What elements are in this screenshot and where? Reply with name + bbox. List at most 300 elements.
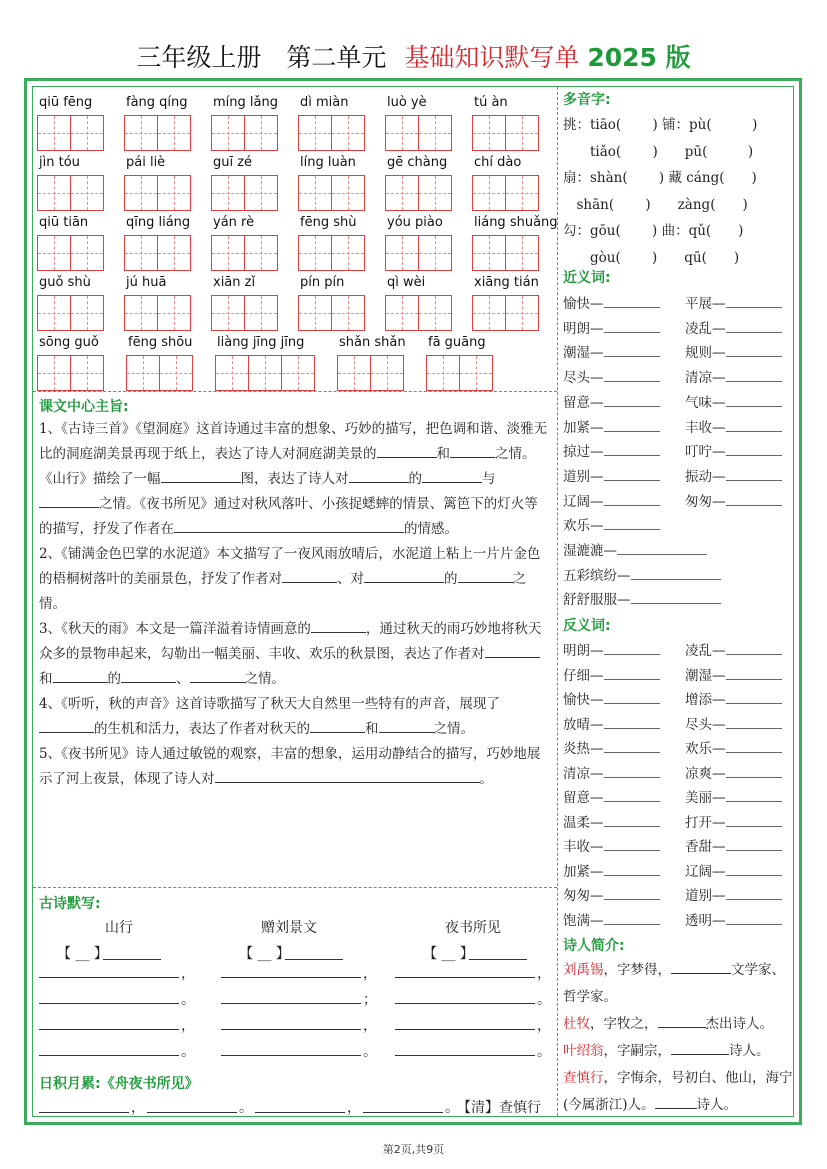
antonym-item [563, 737, 660, 757]
pinyin-label: fēng shù [300, 215, 357, 230]
word-label: 炎热— [563, 741, 604, 757]
polyphone-line: shān( ) zàng( ) [563, 196, 748, 213]
pinyin-label: liáng shuǎng [474, 215, 558, 230]
pinyin-label: dì miàn [300, 95, 349, 110]
tianzige-cell[interactable] [385, 295, 419, 331]
poet-name-dumu: 杜牧 [563, 1016, 590, 1032]
center-p1h: 的情感。 [404, 521, 458, 537]
answer-blank[interactable] [365, 769, 480, 783]
answer-line[interactable] [726, 741, 782, 753]
word-label: 欢乐— [563, 518, 604, 535]
center-p1g: 之情。《夜书所见》通过对秋风落叶、小孩捉蟋蟀的情景、篱笆下的灯火等的描写，抒发了作者在 [39, 496, 538, 537]
word-label: 饱满— [563, 912, 604, 929]
tianzige-cell[interactable] [211, 295, 245, 331]
tianzige-cell[interactable] [472, 115, 506, 151]
synonym-item [685, 416, 782, 436]
tianzige-grid[interactable] [37, 115, 103, 151]
answer-line[interactable] [726, 913, 782, 925]
word-label: 潮湿— [563, 345, 604, 362]
poem-title-zengliujingwen: 赠刘景文 [261, 920, 317, 936]
word-label: 清凉— [685, 370, 726, 387]
polyphone-line: 勾：gōu( ) 曲：qǔ( ) [563, 223, 744, 239]
tianzige-grid[interactable] [124, 175, 190, 211]
answer-blank[interactable] [53, 669, 108, 683]
tianzige-cell[interactable] [215, 355, 249, 391]
tianzige-cell[interactable] [459, 355, 493, 391]
center-p4c: 和 [365, 721, 379, 737]
word-label: 辽阔— [685, 863, 726, 880]
answer-blank[interactable] [311, 619, 366, 633]
poet-name-chashenxing: 查慎行 [563, 1070, 604, 1086]
tianzige-cell[interactable] [157, 295, 191, 331]
poem-line[interactable] [39, 977, 179, 978]
tianzige-grid[interactable] [37, 235, 103, 271]
poem-punct: ， [181, 1018, 195, 1034]
tianzige-cell[interactable] [298, 115, 332, 151]
answer-line[interactable] [604, 717, 660, 729]
poem-punct: 。 [181, 992, 195, 1008]
tianzige-cell[interactable] [281, 355, 315, 391]
author-line-1[interactable] [103, 959, 161, 960]
tianzige-grid[interactable] [211, 295, 277, 331]
tianzige-cell[interactable] [331, 175, 365, 211]
answer-blank[interactable] [377, 444, 437, 458]
tianzige-cell[interactable] [37, 295, 71, 331]
tianzige-grid[interactable] [472, 115, 538, 151]
synonym-heading: 近义词: [563, 270, 611, 286]
tianzige-grid[interactable] [37, 355, 103, 391]
tianzige-grid[interactable] [426, 355, 492, 391]
center-p3d: 的 [107, 671, 121, 687]
word-label: 尽头— [563, 370, 604, 387]
pinyin-label: fàng qíng [126, 95, 188, 110]
tianzige-cell[interactable] [124, 175, 158, 211]
poem-punct: ， [181, 966, 195, 982]
tianzige-grid[interactable] [472, 175, 538, 211]
tianzige-cell[interactable] [124, 115, 158, 151]
tianzige-grid[interactable] [126, 355, 192, 391]
synonym-item [685, 440, 782, 460]
tianzige-cell[interactable] [331, 235, 365, 271]
answer-line[interactable] [726, 668, 782, 680]
poet-4-a: ，字悔余，号初白、他山， [603, 1070, 766, 1086]
page-footer: 第2页,共9页 [382, 1143, 445, 1156]
author-line-3[interactable] [469, 959, 527, 960]
answer-line[interactable] [604, 766, 660, 778]
daily-line-2[interactable] [147, 1112, 237, 1113]
synonym-item [563, 292, 660, 312]
poem-punct: ， [363, 966, 377, 982]
synonym-item [563, 440, 660, 460]
tianzige-grid[interactable] [337, 355, 403, 391]
poem-line[interactable] [395, 1055, 535, 1056]
tianzige-cell[interactable] [426, 355, 460, 391]
poem-line[interactable] [395, 1003, 535, 1004]
tianzige-cell[interactable] [418, 115, 452, 151]
tianzige-cell[interactable] [244, 115, 278, 151]
poem-punct: ； [363, 992, 377, 1008]
word-label: 舒舒服服— [563, 592, 631, 608]
answer-line[interactable] [604, 420, 660, 432]
answer-line[interactable] [604, 643, 660, 655]
answer-blank[interactable] [485, 644, 540, 658]
tianzige-grid[interactable] [472, 235, 538, 271]
center-p4a: 4、《听听，秋的声音》这首诗歌描写了秋天大自然里一些特有的声音，展现了 [39, 696, 500, 712]
author-bracket-1: 【 __ 】 [57, 946, 108, 962]
poem-line[interactable] [39, 1029, 179, 1030]
tianzige-grid[interactable] [298, 175, 364, 211]
synonym-item [685, 391, 782, 411]
tianzige-grid[interactable] [211, 115, 277, 151]
answer-blank[interactable] [671, 1041, 729, 1055]
antonym-item [563, 835, 660, 855]
answer-line[interactable] [726, 444, 782, 456]
answer-blank[interactable] [121, 669, 176, 683]
answer-line[interactable] [604, 494, 660, 506]
poet-1-b: 文学家、哲学家。 [563, 962, 785, 1005]
tianzige-cell[interactable] [70, 235, 104, 271]
answer-blank[interactable] [658, 1014, 706, 1028]
daily-comma-2: ， [347, 1100, 361, 1116]
pinyin-label: gē chàng [387, 155, 448, 170]
tianzige-cell[interactable] [385, 175, 419, 211]
daily-poem-author: 【清】查慎行 [457, 1100, 541, 1116]
answer-line[interactable] [617, 543, 707, 555]
antonym-item [563, 909, 660, 929]
tianzige-cell[interactable] [211, 115, 245, 151]
answer-line[interactable] [726, 321, 782, 333]
answer-line[interactable] [631, 592, 721, 604]
answer-blank[interactable] [349, 469, 409, 483]
tianzige-grid[interactable] [215, 355, 314, 391]
tianzige-cell[interactable] [157, 175, 191, 211]
column-divider [557, 87, 558, 1116]
daily-line-3[interactable] [255, 1112, 345, 1113]
tianzige-cell[interactable] [472, 295, 506, 331]
poet-3-a: ，字嗣宗， [603, 1043, 671, 1059]
antonym-item [563, 639, 660, 659]
word-label: 匆匆— [685, 493, 726, 510]
tianzige-cell[interactable] [244, 295, 278, 331]
tianzige-grid[interactable] [124, 235, 190, 271]
pinyin-label: fēng shōu [128, 335, 193, 350]
answer-line[interactable] [726, 370, 782, 382]
word-label: 辽阔— [563, 493, 604, 510]
tianzige-grid[interactable] [385, 115, 451, 151]
word-label: 气味— [685, 394, 726, 411]
answer-line[interactable] [604, 518, 660, 530]
word-label: 仔细— [563, 667, 604, 684]
pinyin-label: luò yè [387, 95, 427, 110]
center-ideas-heading: 课文中心主旨: [39, 399, 129, 415]
pinyin-label: tú àn [474, 95, 508, 110]
tianzige-cell[interactable] [505, 115, 539, 151]
answer-line[interactable] [726, 494, 782, 506]
answer-line[interactable] [604, 469, 660, 481]
word-label: 道别— [563, 468, 604, 485]
answer-line[interactable] [726, 864, 782, 876]
answer-line[interactable] [726, 839, 782, 851]
poem-line[interactable] [395, 1029, 535, 1030]
tianzige-cell[interactable] [298, 235, 332, 271]
pinyin-label: xiāng tián [474, 275, 539, 290]
tianzige-cell[interactable] [505, 175, 539, 211]
word-label: 丰收— [685, 419, 726, 436]
word-label: 增添— [685, 692, 726, 708]
antonym-item [563, 688, 660, 708]
answer-line[interactable] [726, 692, 782, 704]
pinyin-label: yóu piào [387, 215, 443, 230]
word-label: 加紧— [563, 419, 604, 436]
center-p1f: 与 [482, 471, 496, 487]
tianzige-cell[interactable] [244, 235, 278, 271]
tianzige-cell[interactable] [70, 115, 104, 151]
tianzige-cell[interactable] [37, 115, 71, 151]
answer-blank[interactable] [450, 444, 495, 458]
word-label: 美丽— [685, 790, 726, 806]
answer-blank[interactable] [174, 519, 404, 533]
section-divider-1 [33, 391, 557, 392]
answer-blank[interactable] [39, 719, 94, 733]
answer-line[interactable] [726, 717, 782, 729]
tianzige-grid[interactable] [211, 175, 277, 211]
tianzige-grid[interactable] [124, 115, 190, 151]
synonym-item [563, 341, 660, 361]
poet-name-liuyuxi: 刘禹锡 [563, 962, 604, 978]
answer-line[interactable] [726, 420, 782, 432]
word-label: 凉爽— [685, 765, 726, 782]
daily-period-2: 。 [445, 1100, 459, 1116]
tianzige-grid[interactable] [37, 175, 103, 211]
author-line-2[interactable] [285, 959, 343, 960]
synonym-item [685, 366, 782, 386]
answer-blank[interactable] [364, 569, 444, 583]
antonym-item [685, 688, 782, 708]
tianzige-grid[interactable] [298, 235, 364, 271]
pinyin-label: pái liè [126, 155, 166, 170]
center-p5b: 。 [479, 771, 493, 787]
answer-blank[interactable] [671, 960, 731, 974]
answer-blank[interactable] [190, 669, 245, 683]
answer-line[interactable] [726, 815, 782, 827]
tianzige-cell[interactable] [337, 355, 371, 391]
tianzige-cell[interactable] [298, 175, 332, 211]
antonym-item [685, 639, 782, 659]
tianzige-grid[interactable] [211, 235, 277, 271]
tianzige-cell[interactable] [370, 355, 404, 391]
center-p1c: 之情。《山行》描绘了一幅 [39, 446, 536, 487]
poem-punct: 。 [537, 992, 551, 1008]
tianzige-cell[interactable] [159, 355, 193, 391]
answer-blank[interactable] [379, 719, 434, 733]
tianzige-cell[interactable] [418, 235, 452, 271]
poem-line[interactable] [221, 1003, 361, 1004]
poem-line[interactable] [221, 1055, 361, 1056]
answer-line[interactable] [604, 815, 660, 827]
synonym-item [563, 416, 660, 436]
antonym-item [563, 713, 660, 733]
word-label: 匆匆— [563, 888, 604, 904]
word-label: 打开— [685, 814, 726, 831]
answer-line[interactable] [726, 345, 782, 357]
poem-line[interactable] [395, 977, 535, 978]
poem-title-shanxing: 山行 [105, 920, 133, 936]
tianzige-cell[interactable] [211, 175, 245, 211]
tianzige-cell[interactable] [124, 235, 158, 271]
answer-blank[interactable] [422, 469, 482, 483]
answer-line[interactable] [604, 888, 660, 900]
answer-blank[interactable] [655, 1095, 697, 1109]
antonym-item [685, 664, 782, 684]
word-label: 规则— [685, 345, 726, 362]
antonym-item [685, 811, 782, 831]
tianzige-cell[interactable] [157, 235, 191, 271]
answer-line[interactable] [604, 864, 660, 876]
word-label: 潮湿— [685, 667, 726, 684]
tianzige-cell[interactable] [211, 235, 245, 271]
pinyin-label: míng lǎng [213, 95, 278, 110]
tianzige-cell[interactable] [298, 295, 332, 331]
answer-line[interactable] [726, 643, 782, 655]
synonym-item [563, 564, 721, 584]
pinyin-label: guǒ shù [39, 275, 91, 290]
answer-line[interactable] [604, 444, 660, 456]
poet-2-a: ，字牧之， [590, 1016, 658, 1032]
word-label: 明朗— [563, 643, 604, 659]
poem-line[interactable] [221, 977, 361, 978]
antonym-item [685, 786, 782, 806]
word-label: 透明— [685, 912, 726, 929]
daily-line-1[interactable] [39, 1112, 129, 1113]
tianzige-grid[interactable] [385, 295, 451, 331]
synonym-item [563, 465, 660, 485]
answer-line[interactable] [604, 839, 660, 851]
center-p4d: 之情。 [433, 721, 474, 737]
tianzige-cell[interactable] [157, 115, 191, 151]
antonym-item [563, 762, 660, 782]
synonym-item [685, 341, 782, 361]
answer-line[interactable] [604, 913, 660, 925]
answer-line[interactable] [604, 321, 660, 333]
tianzige-cell[interactable] [385, 115, 419, 151]
tianzige-grid[interactable] [124, 295, 190, 331]
antonym-item [685, 835, 782, 855]
tianzige-cell[interactable] [244, 175, 278, 211]
center-p3f: 之情。 [244, 671, 285, 687]
answer-line[interactable] [631, 568, 721, 580]
center-p2a: 2、《铺满金色巴掌的水泥道》本文描写了一夜风雨放晴后，水泥道上粘上一片片金色的梧桐树落叶的美丽景色，抒发了作者对 [39, 546, 541, 587]
poem-title-yeshusuojian: 夜书所见 [445, 920, 501, 936]
tianzige-grid[interactable] [472, 295, 538, 331]
synonym-item [563, 317, 660, 337]
poem-line[interactable] [39, 1003, 179, 1004]
word-label: 明朗— [563, 320, 604, 337]
pinyin-label: líng luàn [300, 155, 356, 170]
answer-line[interactable] [604, 395, 660, 407]
tianzige-grid[interactable] [385, 175, 451, 211]
answer-line[interactable] [604, 741, 660, 753]
answer-line[interactable] [726, 888, 782, 900]
answer-blank[interactable] [282, 569, 337, 583]
answer-line[interactable] [726, 395, 782, 407]
polyphone-heading: 多音字: [563, 92, 611, 108]
pinyin-label: qiū tiān [39, 215, 89, 230]
answer-blank[interactable] [458, 569, 513, 583]
tianzige-cell[interactable] [505, 235, 539, 271]
center-p3b: ，通过秋天的雨巧妙地将秋天众多的景物串起来，勾勒出一幅美丽、丰收、欢乐的秋景图，表达了作者对 [39, 621, 542, 662]
poet-name-yeshaoweng: 叶绍翁 [563, 1043, 604, 1059]
tianzige-cell[interactable] [37, 355, 71, 391]
tianzige-cell[interactable] [70, 295, 104, 331]
word-label: 温柔— [563, 814, 604, 831]
tianzige-cell[interactable] [248, 355, 282, 391]
word-label: 香甜— [685, 839, 726, 855]
section-divider-2 [33, 887, 557, 888]
tianzige-cell[interactable] [126, 355, 160, 391]
answer-line[interactable] [604, 790, 660, 802]
answer-blank[interactable] [39, 494, 99, 508]
answer-line[interactable] [726, 296, 782, 308]
tianzige-cell[interactable] [418, 295, 452, 331]
tianzige-grid[interactable] [298, 115, 364, 151]
tianzige-cell[interactable] [331, 295, 365, 331]
answer-line[interactable] [604, 668, 660, 680]
answer-line[interactable] [604, 345, 660, 357]
pinyin-label: qì wèi [387, 275, 426, 290]
word-label: 道别— [685, 888, 726, 904]
word-label: 平展— [685, 296, 726, 312]
tianzige-cell[interactable] [37, 235, 71, 271]
tianzige-cell[interactable] [70, 175, 104, 211]
poet-intro-text [563, 957, 795, 1119]
page-title [0, 38, 827, 74]
center-p2c: 的 [444, 571, 458, 587]
answer-line[interactable] [604, 692, 660, 704]
answer-line[interactable] [726, 469, 782, 481]
pinyin-label: pín pín [300, 275, 345, 290]
tianzige-cell[interactable] [37, 175, 71, 211]
poem-line[interactable] [221, 1029, 361, 1030]
tianzige-cell[interactable] [385, 235, 419, 271]
answer-line[interactable] [604, 370, 660, 382]
polyphone-line: 扇：shàn( ) 藏 cáng( ) [563, 170, 757, 186]
answer-line[interactable] [726, 790, 782, 802]
word-label: 愉快— [563, 692, 604, 708]
answer-blank[interactable] [215, 769, 365, 783]
tianzige-cell[interactable] [124, 295, 158, 331]
tianzige-cell[interactable] [472, 235, 506, 271]
worksheet-frame [24, 78, 802, 1125]
daily-line-4[interactable] [363, 1112, 443, 1113]
tianzige-grid[interactable] [298, 295, 364, 331]
poem-line[interactable] [39, 1055, 179, 1056]
tianzige-cell[interactable] [418, 175, 452, 211]
answer-line[interactable] [726, 766, 782, 778]
synonym-item [563, 391, 660, 411]
tianzige-grid[interactable] [385, 235, 451, 271]
poet-intro-heading: 诗人简介: [563, 938, 625, 954]
tianzige-cell[interactable] [331, 115, 365, 151]
tianzige-grid[interactable] [37, 295, 103, 331]
tianzige-cell[interactable] [70, 355, 104, 391]
answer-blank[interactable] [161, 469, 241, 483]
tianzige-cell[interactable] [472, 175, 506, 211]
poem-punct: ， [537, 966, 551, 982]
answer-blank[interactable] [310, 719, 365, 733]
tianzige-cell[interactable] [505, 295, 539, 331]
pinyin-label: qiū fēng [39, 95, 93, 110]
answer-line[interactable] [604, 296, 660, 308]
